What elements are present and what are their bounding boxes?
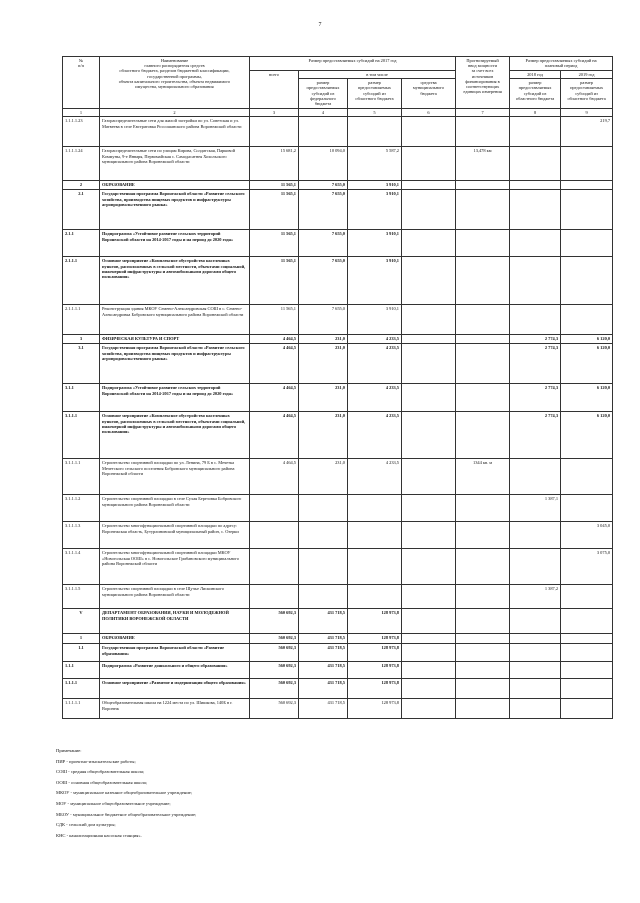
row-2018: 2 774,3: [510, 384, 561, 412]
subsidy-table: [62, 56, 613, 719]
row-2019: [561, 147, 613, 181]
row-total: [250, 522, 299, 549]
row-federal: 7 655,0: [299, 190, 348, 230]
row-capacity: 1344 кв. м: [456, 459, 510, 495]
row-regional: 3 910,1: [348, 305, 402, 335]
row-regional: [348, 549, 402, 585]
row-2018: [510, 549, 561, 585]
row-2018: [510, 117, 561, 147]
row-municipal: [402, 679, 456, 699]
header-planned: Размер предоставляемых субсидий на плановый период: [510, 57, 613, 71]
row-regional: 4 233,5: [348, 335, 402, 344]
row-federal: 431 718,5: [299, 662, 348, 679]
row-federal: 7 655,0: [299, 257, 348, 305]
row-name: Государственная программа Воронежской области «Развитие образования»: [100, 644, 250, 662]
row-federal: 231,0: [299, 344, 348, 384]
header-subsidy-2017: Размер предоставляемых субсидий на 2017 год: [250, 57, 456, 71]
row-total: 11 565,1: [250, 181, 299, 190]
row-number: V: [63, 609, 100, 634]
row-number: 3: [63, 335, 100, 344]
header-name: Наименование главного распорядителя средств областного бюджета, разделов бюджетной классификации, государственной программы, объекта капитального строительства, объекта недвижимого имущества, муниципального образования: [100, 57, 250, 109]
table-row: [63, 549, 613, 585]
row-2019: 6 120,0: [561, 335, 613, 344]
row-2019: [561, 699, 613, 719]
row-2018: [510, 305, 561, 335]
row-total: 560 692,3: [250, 662, 299, 679]
row-federal: 7 655,0: [299, 305, 348, 335]
row-federal: 231,0: [299, 459, 348, 495]
row-regional: 4 233,5: [348, 412, 402, 459]
table-row: [63, 384, 613, 412]
row-capacity: [456, 117, 510, 147]
table-row: [63, 459, 613, 495]
row-total: 560 692,3: [250, 679, 299, 699]
row-total: [250, 549, 299, 585]
row-federal: 431 718,5: [299, 644, 348, 662]
row-municipal: [402, 181, 456, 190]
row-municipal: [402, 549, 456, 585]
row-2018: [510, 257, 561, 305]
row-name: Реконструкция здания МКОУ Семено-Александровская СОШ в с. Семено-Александровка Бобровского муниципального района Воронежской области: [100, 305, 250, 335]
row-regional: [348, 522, 402, 549]
row-federal: [299, 549, 348, 585]
row-number: 1: [63, 634, 100, 644]
row-name: Основное мероприятие «Комплексное обустройство населенных пунктов, расположенных в сельской местности, объектами социальной, инженерной инфраструктуры и автомобильными дорогами общего пользования»: [100, 257, 250, 305]
row-name: Государственная программа Воронежской области «Развитие сельского хозяйства, производства пищевых продуктов и инфраструктуры агропродовольственного рынка»: [100, 190, 250, 230]
row-capacity: [456, 335, 510, 344]
row-total: 560 692,3: [250, 634, 299, 644]
row-name: ОБРАЗОВАНИЕ: [100, 634, 250, 644]
row-total: [250, 585, 299, 609]
row-regional: 128 973,8: [348, 679, 402, 699]
row-name: Строительство многофункциональной спортивной площадки по адресу: Воронежская область, Бутурлиновский муниципальный район, с. Озерки: [100, 522, 250, 549]
row-federal: 231,0: [299, 412, 348, 459]
row-capacity: 13,478 км: [456, 147, 510, 181]
note-item: МКОУ - муниципальное казенное общеобразовательное учреждение;: [56, 790, 193, 796]
row-capacity: [456, 522, 510, 549]
table-row: [63, 181, 613, 190]
row-2019: [561, 495, 613, 522]
row-name: Основное мероприятие «Комплексное обустройство населенных пунктов, расположенных в сельской местности, объектами социальной, инженерной инфраструктуры и автомобильными дорогами общего пользования»: [100, 412, 250, 459]
row-2019: [561, 634, 613, 644]
row-regional: 128 973,8: [348, 634, 402, 644]
row-municipal: [402, 585, 456, 609]
row-municipal: [402, 699, 456, 719]
row-number: 1.1.1.1.1: [63, 699, 100, 719]
row-number: 2.1: [63, 190, 100, 230]
row-federal: 431 718,5: [299, 699, 348, 719]
row-total: 11 565,1: [250, 257, 299, 305]
row-total: 15 681,2: [250, 147, 299, 181]
row-regional: 128 973,8: [348, 609, 402, 634]
col-number: 1: [63, 109, 100, 117]
col-number: 4: [299, 109, 348, 117]
row-2018: [510, 230, 561, 257]
row-2019: [561, 257, 613, 305]
row-2019: 3 075,0: [561, 549, 613, 585]
row-regional: 3 910,1: [348, 257, 402, 305]
row-capacity: [456, 257, 510, 305]
note-item: СОШ - средняя общеобразовательная школа;: [56, 769, 145, 775]
row-number: 2.1.1.1: [63, 257, 100, 305]
col-number: 2: [100, 109, 250, 117]
col-number: 6: [402, 109, 456, 117]
row-2019: [561, 662, 613, 679]
col-number: 7: [456, 109, 510, 117]
row-federal: 231,0: [299, 335, 348, 344]
table-row: [63, 585, 613, 609]
row-total: 4 464,5: [250, 459, 299, 495]
row-federal: [299, 495, 348, 522]
row-name: Строительство многофункциональной спортивной площадки МКОУ «Новогольская ООШ» в с. Новогольское Грибановского муниципального района Воронежской области: [100, 549, 250, 585]
row-capacity: [456, 230, 510, 257]
row-number: 1.1.1.1.23: [63, 117, 100, 147]
row-capacity: [456, 549, 510, 585]
row-2018: [510, 634, 561, 644]
row-2019: [561, 679, 613, 699]
row-capacity: [456, 609, 510, 634]
row-total: 4 464,5: [250, 384, 299, 412]
col-number: 3: [250, 109, 299, 117]
row-regional: 4 233,5: [348, 344, 402, 384]
table-row: [63, 609, 613, 634]
row-regional: [348, 495, 402, 522]
row-total: 4 464,5: [250, 335, 299, 344]
table-body: [63, 117, 613, 719]
table-row: [63, 412, 613, 459]
row-number: 1.1.1.1.24: [63, 147, 100, 181]
row-municipal: [402, 662, 456, 679]
row-regional: 5 587,2: [348, 147, 402, 181]
row-municipal: [402, 117, 456, 147]
table-row: [63, 257, 613, 305]
row-municipal: [402, 459, 456, 495]
row-federal: 431 718,5: [299, 609, 348, 634]
row-total: [250, 117, 299, 147]
row-capacity: [456, 344, 510, 384]
row-name: Строительство спортивной площадки в селе Щучье Лискинского муниципального района Воронежской области: [100, 585, 250, 609]
row-capacity: [456, 412, 510, 459]
row-total: [250, 495, 299, 522]
row-number: 1.1.1.1: [63, 679, 100, 699]
row-total: 4 464,5: [250, 344, 299, 384]
header-2018: 2018 год: [510, 71, 561, 79]
row-name: Подпрограмма «Устойчивое развитие сельских территорий Воронежской области на 2014-2017 годы и на период до 2020 года»: [100, 230, 250, 257]
row-capacity: [456, 305, 510, 335]
note-item: СДК - сельский дом культуры;: [56, 822, 116, 828]
row-municipal: [402, 412, 456, 459]
row-municipal: [402, 230, 456, 257]
row-capacity: [456, 181, 510, 190]
row-municipal: [402, 495, 456, 522]
table-row: [63, 644, 613, 662]
row-number: 2: [63, 181, 100, 190]
row-name: Подпрограмма «Развитие дошкольного и общего образования»: [100, 662, 250, 679]
column-numbers-row: [63, 109, 613, 117]
row-federal: 231,0: [299, 384, 348, 412]
row-2018: 1 387,1: [510, 495, 561, 522]
row-2019: [561, 459, 613, 495]
table-row: [63, 679, 613, 699]
row-2019: 6 120,0: [561, 412, 613, 459]
row-total: 11 565,1: [250, 305, 299, 335]
row-2019: 6 120,0: [561, 384, 613, 412]
row-federal: 431 718,5: [299, 634, 348, 644]
row-number: 3.1.1.1: [63, 412, 100, 459]
header-reg-2018: размер предоставляемых субсидий из областного бюджета: [510, 79, 561, 109]
row-number: 1.1: [63, 644, 100, 662]
row-2019: [561, 305, 613, 335]
table-header: [63, 57, 613, 117]
row-federal: 7 655,0: [299, 181, 348, 190]
row-municipal: [402, 305, 456, 335]
row-2018: [510, 679, 561, 699]
row-2019: 3 045,0: [561, 522, 613, 549]
col-number: 8: [510, 109, 561, 117]
table-row: [63, 662, 613, 679]
row-federal: 10 094,0: [299, 147, 348, 181]
table-row: [63, 305, 613, 335]
row-2018: [510, 609, 561, 634]
table-row: [63, 117, 613, 147]
row-capacity: [456, 495, 510, 522]
header-num: № п/п: [63, 57, 100, 109]
row-total: 4 464,5: [250, 412, 299, 459]
row-municipal: [402, 190, 456, 230]
notes-section: [56, 746, 456, 841]
row-capacity: [456, 699, 510, 719]
header-2019: 2019 год: [561, 71, 613, 79]
row-2019: [561, 585, 613, 609]
row-name: ОБРАЗОВАНИЕ: [100, 181, 250, 190]
row-2018: 1 387,2: [510, 585, 561, 609]
row-municipal: [402, 147, 456, 181]
row-federal: [299, 522, 348, 549]
row-municipal: [402, 257, 456, 305]
row-number: 3.1.1.1.1: [63, 459, 100, 495]
row-name: Основное мероприятие «Развитие и модернизация общего образования»: [100, 679, 250, 699]
row-regional: 128 973,8: [348, 662, 402, 679]
row-regional: 3 910,1: [348, 181, 402, 190]
row-2018: 2 774,3: [510, 335, 561, 344]
header-including: в том числе: [299, 71, 456, 79]
header-federal: размер предоставляемых субсидий из федерального бюджета: [299, 79, 348, 109]
row-2019: [561, 609, 613, 634]
header-regional: размер предоставляемых субсидий из областного бюджета: [348, 79, 402, 109]
row-name: Газораспределительные сети по улицам Кирова, Солдатская, Парковой Коммуны, 9-е Января, Первомайская с. Самодасатнея Хохольского муниципального района Воронежской области: [100, 147, 250, 181]
note-item: МБОУ - муниципальное бюджетное общеобразовательное учреждение;: [56, 811, 197, 817]
row-2019: [561, 181, 613, 190]
row-capacity: [456, 384, 510, 412]
row-regional: [348, 585, 402, 609]
row-regional: 128 973,8: [348, 699, 402, 719]
row-number: 3.1: [63, 344, 100, 384]
row-2019: [561, 230, 613, 257]
table-row: [63, 190, 613, 230]
table-row: [63, 335, 613, 344]
row-municipal: [402, 644, 456, 662]
row-municipal: [402, 384, 456, 412]
row-2018: [510, 662, 561, 679]
row-number: 3.1.1.1.3: [63, 522, 100, 549]
note-item: МОУ - муниципальное общеобразовательное учреждение;: [56, 800, 171, 806]
row-municipal: [402, 634, 456, 644]
notes-list: [56, 757, 456, 842]
row-number: 3.1.1.1.2: [63, 495, 100, 522]
header-reg-2019: размер предоставляемых субсидий из областного бюджета: [561, 79, 613, 109]
row-2018: 2 774,3: [510, 344, 561, 384]
row-regional: 4 233,5: [348, 384, 402, 412]
table-row: [63, 344, 613, 384]
row-2019: 219,7: [561, 117, 613, 147]
row-capacity: [456, 662, 510, 679]
row-capacity: [456, 679, 510, 699]
row-2019: [561, 644, 613, 662]
note-item: ООШ - основная общеобразовательная школа;: [56, 779, 148, 785]
row-municipal: [402, 335, 456, 344]
row-name: ДЕПАРТАМЕНТ ОБРАЗОВАНИЯ, НАУКИ И МОЛОДЕЖНОЙ ПОЛИТИКИ ВОРОНЕЖСКОЙ ОБЛАСТИ: [100, 609, 250, 634]
row-total: 560 692,3: [250, 609, 299, 634]
row-federal: 431 718,5: [299, 679, 348, 699]
table-row: [63, 634, 613, 644]
row-total: 11 565,1: [250, 190, 299, 230]
header-total: всего: [250, 71, 299, 109]
row-capacity: [456, 190, 510, 230]
row-2019: 6 120,0: [561, 344, 613, 384]
row-2018: [510, 147, 561, 181]
header-capacity: Прогнозируемый ввод мощности за счет всех источников финансирования в соответствующих единицах измерения: [456, 57, 510, 109]
row-2018: [510, 190, 561, 230]
row-capacity: [456, 644, 510, 662]
row-capacity: [456, 634, 510, 644]
row-total: 11 565,1: [250, 230, 299, 257]
notes-title: Примечание:: [56, 748, 82, 753]
row-regional: 3 910,1: [348, 230, 402, 257]
col-number: 5: [348, 109, 402, 117]
row-number: 2.1.1: [63, 230, 100, 257]
row-number: 1.1.1: [63, 662, 100, 679]
row-name: Газораспределительные сети для жилой застройки по ул. Советская и ул. Матвеева в селе Евстратовка Россошанского района Воронежской области: [100, 117, 250, 147]
row-regional: 4 233,5: [348, 459, 402, 495]
row-number: 3.1.1.1.4: [63, 549, 100, 585]
row-2018: [510, 644, 561, 662]
table-row: [63, 230, 613, 257]
row-regional: 3 910,1: [348, 190, 402, 230]
row-name: Государственная программа Воронежской области «Развитие сельского хозяйства, производства пищевых продуктов и инфраструктуры агропродовольственного рынка»: [100, 344, 250, 384]
row-2018: [510, 522, 561, 549]
row-number: 3.1.1.1.5: [63, 585, 100, 609]
table-row: [63, 522, 613, 549]
table-row: [63, 699, 613, 719]
row-2019: [561, 190, 613, 230]
row-total: 560 692,3: [250, 644, 299, 662]
header-municipal: средства муниципального бюджета: [402, 79, 456, 109]
row-federal: [299, 585, 348, 609]
row-number: 3.1.1: [63, 384, 100, 412]
row-name: Общеобразовательная школа на 1224 места по ул. Шишкова, 140Б в г. Воронеж: [100, 699, 250, 719]
row-regional: [348, 117, 402, 147]
row-municipal: [402, 609, 456, 634]
row-municipal: [402, 522, 456, 549]
table-row: [63, 147, 613, 181]
row-municipal: [402, 344, 456, 384]
row-2018: [510, 459, 561, 495]
table-row: [63, 495, 613, 522]
row-2018: 2 774,3: [510, 412, 561, 459]
row-2018: [510, 699, 561, 719]
page-number: 7: [318, 22, 322, 28]
col-number: 9: [561, 109, 613, 117]
row-federal: 7 655,0: [299, 230, 348, 257]
row-2018: [510, 181, 561, 190]
row-name: Подпрограмма «Устойчивое развитие сельских территорий Воронежской области на 2014-2017 годы и на период до 2020 года»: [100, 384, 250, 412]
note-item: КНС - канализационная насосная станция».: [56, 832, 142, 838]
row-name: ФИЗИЧЕСКАЯ КУЛЬТУРА И СПОРТ: [100, 335, 250, 344]
row-total: 560 692,3: [250, 699, 299, 719]
row-capacity: [456, 585, 510, 609]
row-name: Строительство спортивной площадки по ул. Ленина, 79 Б в с. Мечетка Мечетского сельского поселения Бобровского муниципального района Воронежской области: [100, 459, 250, 495]
row-number: 2.1.1.1.1: [63, 305, 100, 335]
row-name: Строительство спортивной площадки в селе Сухая Березовка Бобровского муниципального района Воронежской области: [100, 495, 250, 522]
row-regional: 128 973,8: [348, 644, 402, 662]
note-item: ПИР - проектно-изыскательские работы;: [56, 758, 136, 764]
row-federal: [299, 117, 348, 147]
